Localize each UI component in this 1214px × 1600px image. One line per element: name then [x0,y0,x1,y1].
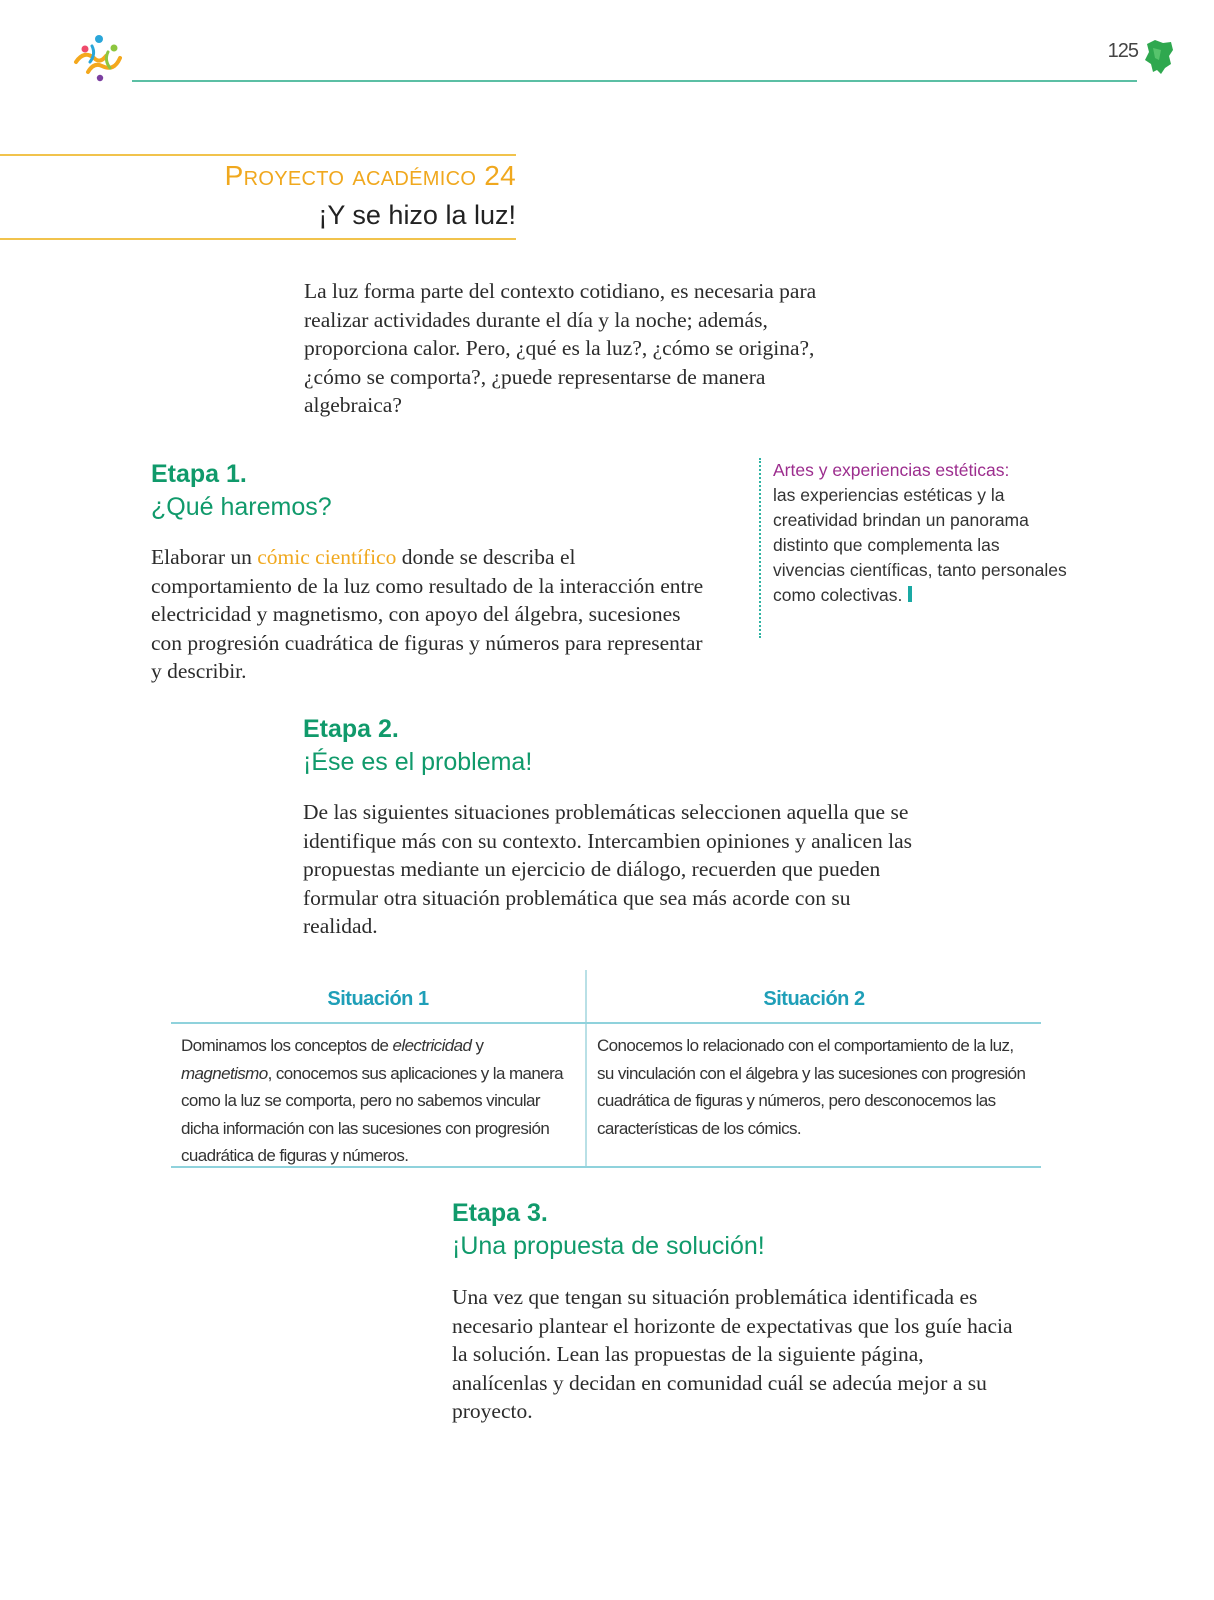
title-rule-bottom [0,238,516,240]
stage1-title: ¿Qué haremos? [151,493,332,521]
sidebar-note [759,458,1073,638]
situation1-part1: Dominamos los conceptos de [181,1036,393,1055]
sidebar-end-mark [908,586,912,602]
sidebar-title: Artes y experiencias estéticas: [773,460,1010,480]
stage3-title: ¡Una propuesta de solución! [452,1232,765,1260]
stage1-number: Etapa 1. [151,460,247,488]
table-footer-rule [171,1166,1041,1168]
stage3-heading [452,1197,765,1263]
stage1-text-after: donde se describa el comportamiento de la luz como resultado de la interacción entre electricidad y magnetismo, con apoyo del álgebra, sucesiones con progresión cuadrática de figuras y números para representar y describir. [151,545,704,683]
situation2-text: Conocemos lo relacionado con el comportamiento de la luz, su vinculación con el álgebra y las sucesiones con progresión cuadrática de figuras y números, pero desconocemos las características de los cómics. [597,1036,1026,1138]
table-header-rule [171,1022,1041,1024]
project-title: ¡Y se hizo la luz! [318,200,516,230]
situation1-heading: Situación 1 [327,988,429,1010]
stage2-title: ¡Ése es el problema! [303,748,533,776]
stage2-number: Etapa 2. [303,715,399,743]
stage1-heading [151,458,332,524]
project-label: Proyecto académico 24 [224,160,516,191]
situations-table [171,970,1041,1170]
situation1-em2: magnetismo [181,1063,268,1083]
situation1-em1: electricidad [392,1036,472,1055]
stage2-paragraph: De las siguientes situaciones problemáticas seleccionen aquella que se identifique más con su contexto. Intercambien opiniones y analicen las propuestas mediante un ejercicio de diálogo, recuerden que pueden formular otra situación problemática que sea más acorde con su realidad. [303,800,912,938]
title-rule-top [0,154,516,156]
sidebar-text: las experiencias estéticas y la creatividad brindan un panorama distinto que complementa las vivencias científicas, tanto personales como colectivas. [773,485,1067,605]
stage1-highlight: cómic científico [257,545,397,569]
green-map-icon [1143,38,1175,76]
situation2-column [587,970,1041,1166]
stage1-text-before: Elaborar un [151,545,258,569]
stage2-heading [303,713,532,779]
header-rule [132,80,1137,82]
stage1-paragraph [151,543,711,686]
colorful-figure-logo-icon [70,32,130,84]
page-number: 125 [1107,40,1138,62]
situation2-heading: Situación 2 [763,988,865,1010]
situation1-text [181,1032,573,1170]
situation1-part3: , conocemos sus aplicaciones y la manera como la luz se comporta, pero no sabemos vincular dicha información con las sucesiones con progresión cuadrática de figuras y números. [181,1063,563,1165]
stage3-paragraph: Una vez que tengan su situación problemática identificada es necesario plantear el horizonte de expectativas que los guíe hacia la solución. Lean las propuestas de la siguiente página, analícenlas y decidan en comunidad cuál se adecúa mejor a su proyecto. [452,1285,1013,1423]
situation1-column [171,970,585,1166]
intro-paragraph: La luz forma parte del contexto cotidiano, es necesaria para realizar actividades durante el día y la noche; además, proporciona calor. Pero, ¿qué es la luz?, ¿cómo se origina?, ¿cómo se comporta?, ¿puede representarse de manera algebraica? [304,279,817,417]
situation1-part2: y [471,1036,484,1055]
stage3-number: Etapa 3. [452,1199,548,1227]
